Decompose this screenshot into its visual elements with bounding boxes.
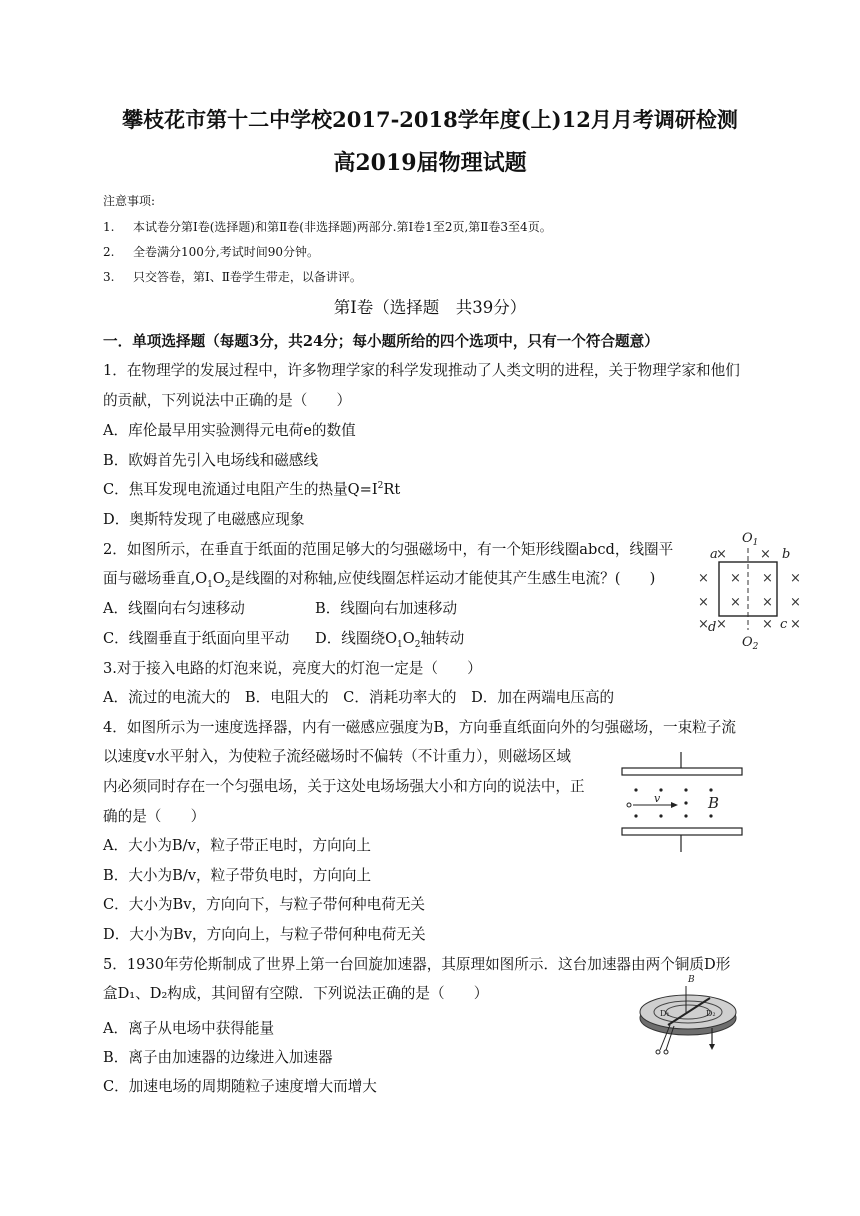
svg-text:×: × — [790, 595, 801, 610]
note-item-1: 1. 本试卷分第Ⅰ卷(选择题)和第Ⅱ卷(非选择题)两部分.第Ⅰ卷1至2页,第Ⅱ卷3至4页。 — [103, 220, 552, 234]
q4-stem-line1: 4．如图所示为一速度选择器，内有一磁感应强度为B，方向垂直纸面向外的匀强磁场，一束粒子流 — [103, 719, 736, 736]
q1-option-c: C．焦耳发现电流通过电阻产生的热量$Q=I^2Rt$ — [103, 481, 401, 498]
q2-stem-line1: 2．如图所示，在垂直于纸面的范围足够大的匀强磁场中，有一个矩形线圈abcd，线圈平 — [103, 541, 674, 558]
svg-text:×: × — [716, 617, 727, 632]
svg-text:×: × — [790, 617, 801, 632]
b-field-label: B — [688, 975, 695, 985]
notes-heading: 注意事项: — [103, 194, 156, 208]
svg-text:×: × — [790, 571, 801, 586]
note-item-2: 2. 全卷满分100分,考试时间90分钟。 — [103, 245, 319, 259]
svg-text:×: × — [762, 617, 773, 632]
q1-option-b: B．欧姆首先引入电场线和磁感线 — [103, 452, 319, 469]
svg-text:×: × — [698, 571, 709, 586]
q3-stem: 3.对于接入电路的灯泡来说，亮度大的灯泡一定是（ ） — [103, 660, 482, 677]
svg-text:×: × — [730, 595, 741, 610]
q5-stem-line1: 5．1930年劳伦斯制成了世界上第一台回旋加速器，其原理如图所示．这台加速器由两个铜质D形 — [103, 956, 731, 973]
q4-stem-line4: 确的是（ ） — [103, 808, 206, 825]
q3-options: A．流过的电流大的 B．电阻大的 C．消耗功率大的 D．加在两端电压高的 — [103, 689, 615, 706]
svg-text:×: × — [762, 595, 773, 610]
svg-text:×: × — [698, 617, 709, 632]
down-arrowhead — [709, 1044, 715, 1050]
q4-option-c: C．大小为Bv，方向向下，与粒子带何种电荷无关 — [103, 896, 426, 913]
svg-text:×: × — [730, 571, 741, 586]
part1-heading: 一．单项选择题（每题3分，共24分；每小题所给的四个选项中，只有一个符合题意） — [103, 333, 659, 350]
field-dots — [634, 788, 712, 817]
corner-label-d: d — [708, 620, 717, 635]
q5-option-b: B．离子由加速器的边缘进入加速器 — [103, 1049, 333, 1066]
q2-option-c: C．线圈垂直于纸面向里平动 — [103, 630, 290, 647]
particle-entry — [627, 803, 631, 807]
svg-text:×: × — [716, 547, 727, 562]
field-label-b: B — [708, 794, 720, 812]
q2-option-d: D．线圈绕$O_1O_2$轴转动 — [315, 630, 465, 650]
q2-coil-figure — [690, 526, 810, 650]
exam-subtitle: 高2019届物理试题 — [333, 150, 527, 176]
q4-stem-line2: 以速度v水平射入，为使粒子流经磁场时不偏转（不计重力），则磁场区域 — [103, 748, 571, 765]
top-plate — [622, 768, 742, 775]
q4-velocity-selector-figure — [616, 750, 750, 858]
svg-text:×: × — [762, 571, 773, 586]
q2-stem-line2: 面与磁场垂直$,O_1O_2$是线圈的对称轴,应使线圈怎样运动才能使其产生感生电流？( ) — [103, 570, 656, 590]
q4-option-b: B．大小为B/v，粒子带负电时，方向向上 — [103, 867, 372, 884]
bottom-plate — [622, 828, 742, 835]
axis-label-o2: $O_2$ — [742, 635, 759, 650]
dee-label-1: D₁ — [660, 1009, 670, 1018]
corner-label-c: c — [780, 617, 788, 632]
q1-option-a: A．库伦最早用实验测得元电荷e的数值 — [103, 422, 356, 439]
velocity-label: v — [654, 792, 661, 805]
q2-option-b: B．线圈向右加速移动 — [315, 600, 458, 617]
q1-stem-line2: 的贡献，下列说法中正确的是（ ） — [103, 392, 352, 409]
q1-option-d: D．奥斯特发现了电磁感应现象 — [103, 511, 305, 528]
section-title: 第Ⅰ卷（选择题 共39分） — [333, 298, 527, 317]
velocity-arrowhead — [671, 802, 678, 808]
q1-stem-line1: 1．在物理学的发展过程中，许多物理学家的科学发现推动了人类文明的进程，关于物理学家和他们 — [103, 362, 740, 379]
q5-stem-line2: 盒D₁、D₂构成，其间留有空隙．下列说法正确的是（ ） — [103, 985, 489, 1002]
q4-option-d: D．大小为Bv，方向向上，与粒子带何种电荷无关 — [103, 926, 426, 943]
q4-option-a: A．大小为B/v，粒子带正电时，方向向上 — [103, 837, 371, 854]
terminal-2 — [664, 1050, 668, 1054]
note-item-3: 3. 只交答卷，第Ⅰ、Ⅱ卷学生带走，以备讲评。 — [103, 270, 362, 284]
q4-stem-line3: 内必须同时存在一个匀强电场，关于这处电场场强大小和方向的说法中，正 — [103, 778, 585, 795]
corner-label-a: a — [710, 547, 718, 562]
q5-cyclotron-figure — [630, 970, 742, 1056]
q5-option-a: A．离子从电场中获得能量 — [103, 1020, 275, 1037]
axis-label-o1: $O_1$ — [742, 531, 759, 548]
exam-title: 攀枝花市第十二中学校2017-2018学年度(上)12月月考调研检测 — [122, 107, 738, 132]
q2-option-a: A．线圈向右匀速移动 — [103, 600, 245, 617]
svg-text:×: × — [698, 595, 709, 610]
dee-label-2: D₂ — [706, 1009, 716, 1018]
terminal-1 — [656, 1050, 660, 1054]
corner-label-b: b — [782, 547, 791, 562]
q5-option-c: C．加速电场的周期随粒子速度增大而增大 — [103, 1078, 377, 1095]
svg-text:×: × — [760, 547, 771, 562]
